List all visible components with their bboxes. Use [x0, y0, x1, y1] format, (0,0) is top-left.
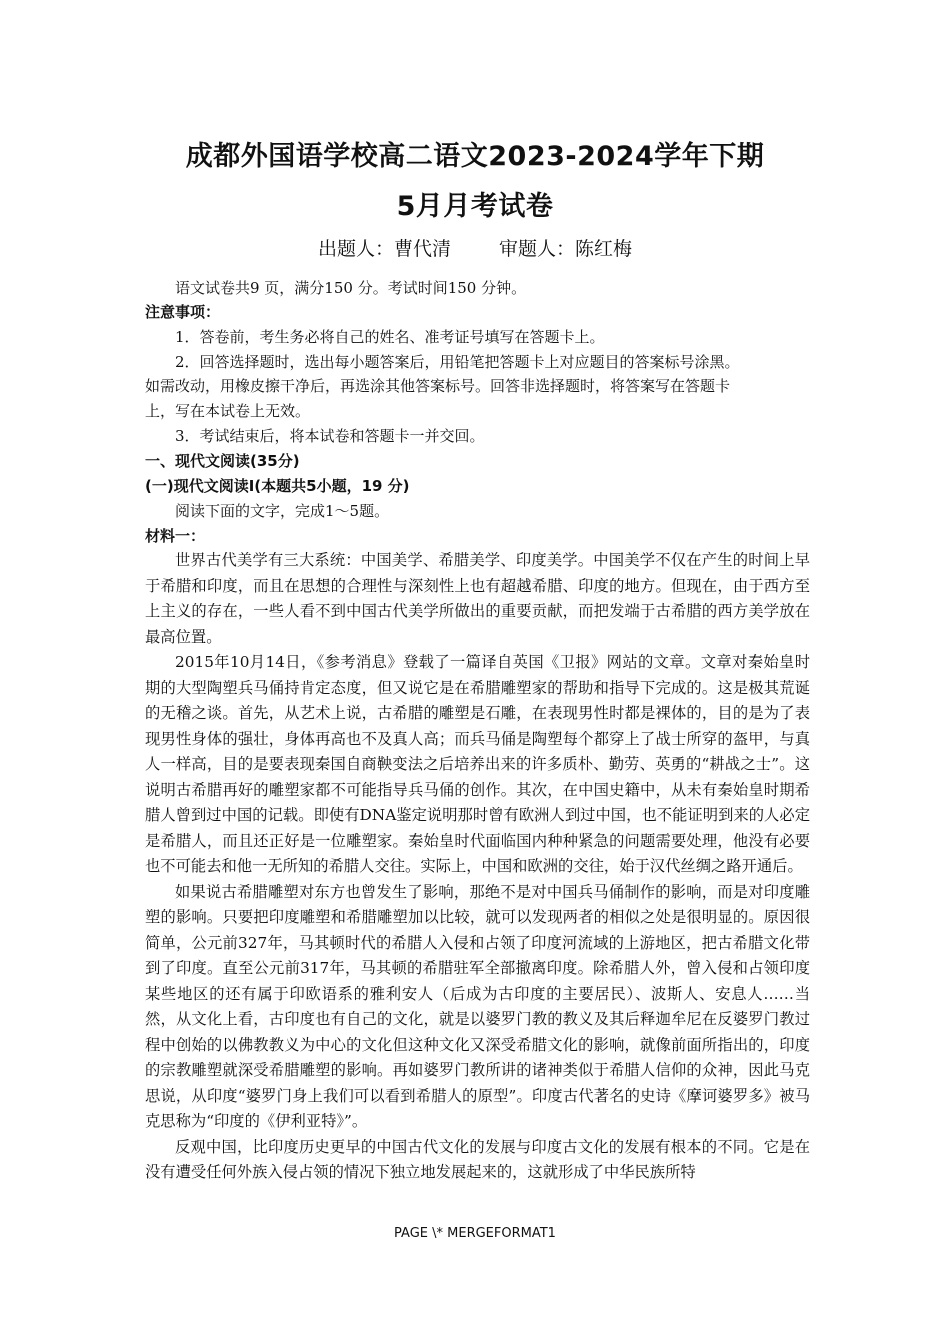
exam-intro: 语文试卷共9 页，满分150 分。考试时间150 分钟。	[175, 279, 527, 297]
exam-title-line2: 5月月考试卷	[396, 191, 554, 222]
note-item-2-line2: 如需改动，用橡皮擦干净后，再选涂其他答案标号。回答非选择题时，将答案写在答题卡	[145, 377, 731, 395]
question-setter: 出题人：曹代清	[317, 238, 451, 260]
passage-paragraph-4: 反观中国，比印度历史更早的中国古代文化的发展与印度古文化的发展有根本的不同。它是在没有遭受任何外族入侵占领的情况下独立地发展起来的，这就形成了中华民族所特	[145, 1137, 810, 1181]
question-reviewer: 审题人：陈红梅	[499, 238, 633, 260]
section-heading: 一、现代文阅读(35分)	[145, 452, 300, 470]
note-item-2-line3: 上，写在本试卷上无效。	[145, 402, 311, 420]
passage-body	[145, 548, 810, 1186]
note-item-2-line1: 2．回答选择题时，选出每小题答案后，用铅笔把答题卡上对应题目的答案标号涂黑。	[175, 353, 740, 371]
page-footer: PAGE \* MERGEFORMAT1	[394, 1226, 556, 1241]
authors-line	[0, 234, 950, 261]
passage-paragraph-3: 如果说古希腊雕塑对东方也曾发生了影响，那绝不是对中国兵马俑制作的影响，而是对印度雕塑的影响。只要把印度雕塑和希腊雕塑加以比较，就可以发现两者的相似之处是很明显的。原因很简单，公元前327年，马其顿时代的希腊人入侵和占领了印度河流域的上游地区，把古希腊文化带到了印度。直至公元前317年，马其顿的希腊驻军全部撤离印度。除希腊人外，曾入侵和占领印度某些地区的还有属于印欧语系的雅利安人（后成为古印度的主要居民）、波斯人、安息人……当然，从文化上看，古印度也有自己的文化，就是以婆罗门教的教义及其后释迦牟尼在反婆罗门教过程中创始的以佛教教义为中心的文化但这种文化又深受希腊文化的影响，就像前面所指出的，印度的宗教雕塑就深受希腊雕塑的影响。再如婆罗门教所讲的诸神类似于希腊人信仰的众神，因此马克思说，从印度“婆罗门身上我们可以看到希腊人的原型”。印度古代著名的史诗《摩诃婆罗多》被马克思称为“印度的《伊利亚特》”。	[145, 882, 810, 1130]
passage-paragraph-2: 2015年10月14日，《参考消息》登载了一篇译自英国《卫报》网站的文章。文章对秦始皇时期的大型陶塑兵马俑持肯定态度，但又说它是在希腊雕塑家的帮助和指导下完成的。这是极其荒诞的无稽之谈。首先，从艺术上说，古希腊的雕塑是石雕，在表现男性时都是裸体的，目的是为了表现男性身体的强壮，身体再高也不及真人高；而兵马俑是陶塑每个都穿上了战士所穿的盔甲，与真人一样高，目的是要表现秦国自商鞅变法之后培养出来的许多质朴、勤劳、英勇的“耕战之士”。这说明古希腊再好的雕塑家都不可能指导兵马俑的创作。其次，在中国史籍中，从未有秦始皇时期希腊人曾到过中国的记载。即使有DNA鉴定说明那时曾有欧洲人到过中国，也不能证明到来的人必定是希腊人，而且还正好是一位雕塑家。秦始皇时代面临国内种种紧急的问题需要处理，他没有必要也不可能去和他一无所知的希腊人交往。实际上，中国和欧洲的交往，始于汉代丝绸之路开通后。	[145, 653, 810, 875]
passage-paragraph-1: 世界古代美学有三大系统：中国美学、希腊美学、印度美学。中国美学不仅在产生的时间上早于希腊和印度，而且在思想的合理性与深刻性上也有超越希腊、印度的地方。但现在，由于西方至上主义的存在，一些人看不到中国古代美学所做出的重要贡献，而把发端于古希腊的西方美学放在最高位置。	[145, 551, 810, 646]
notes-heading: 注意事项：	[145, 303, 221, 321]
exam-title-line1: 成都外国语学校高二语文2023-2024学年下期	[185, 141, 765, 172]
note-item-1: 1．答卷前，考生务必将自己的姓名、准考证号填写在答题卡上。	[175, 328, 605, 346]
material-label: 材料一：	[145, 527, 206, 545]
note-item-3: 3．考试结束后，将本试卷和答题卡一并交回。	[175, 427, 485, 445]
subsection-heading: (一)现代文阅读Ⅰ(本题共5小题，19 分)	[145, 477, 410, 495]
reading-instruction: 阅读下面的文字，完成1～5题。	[175, 502, 390, 520]
